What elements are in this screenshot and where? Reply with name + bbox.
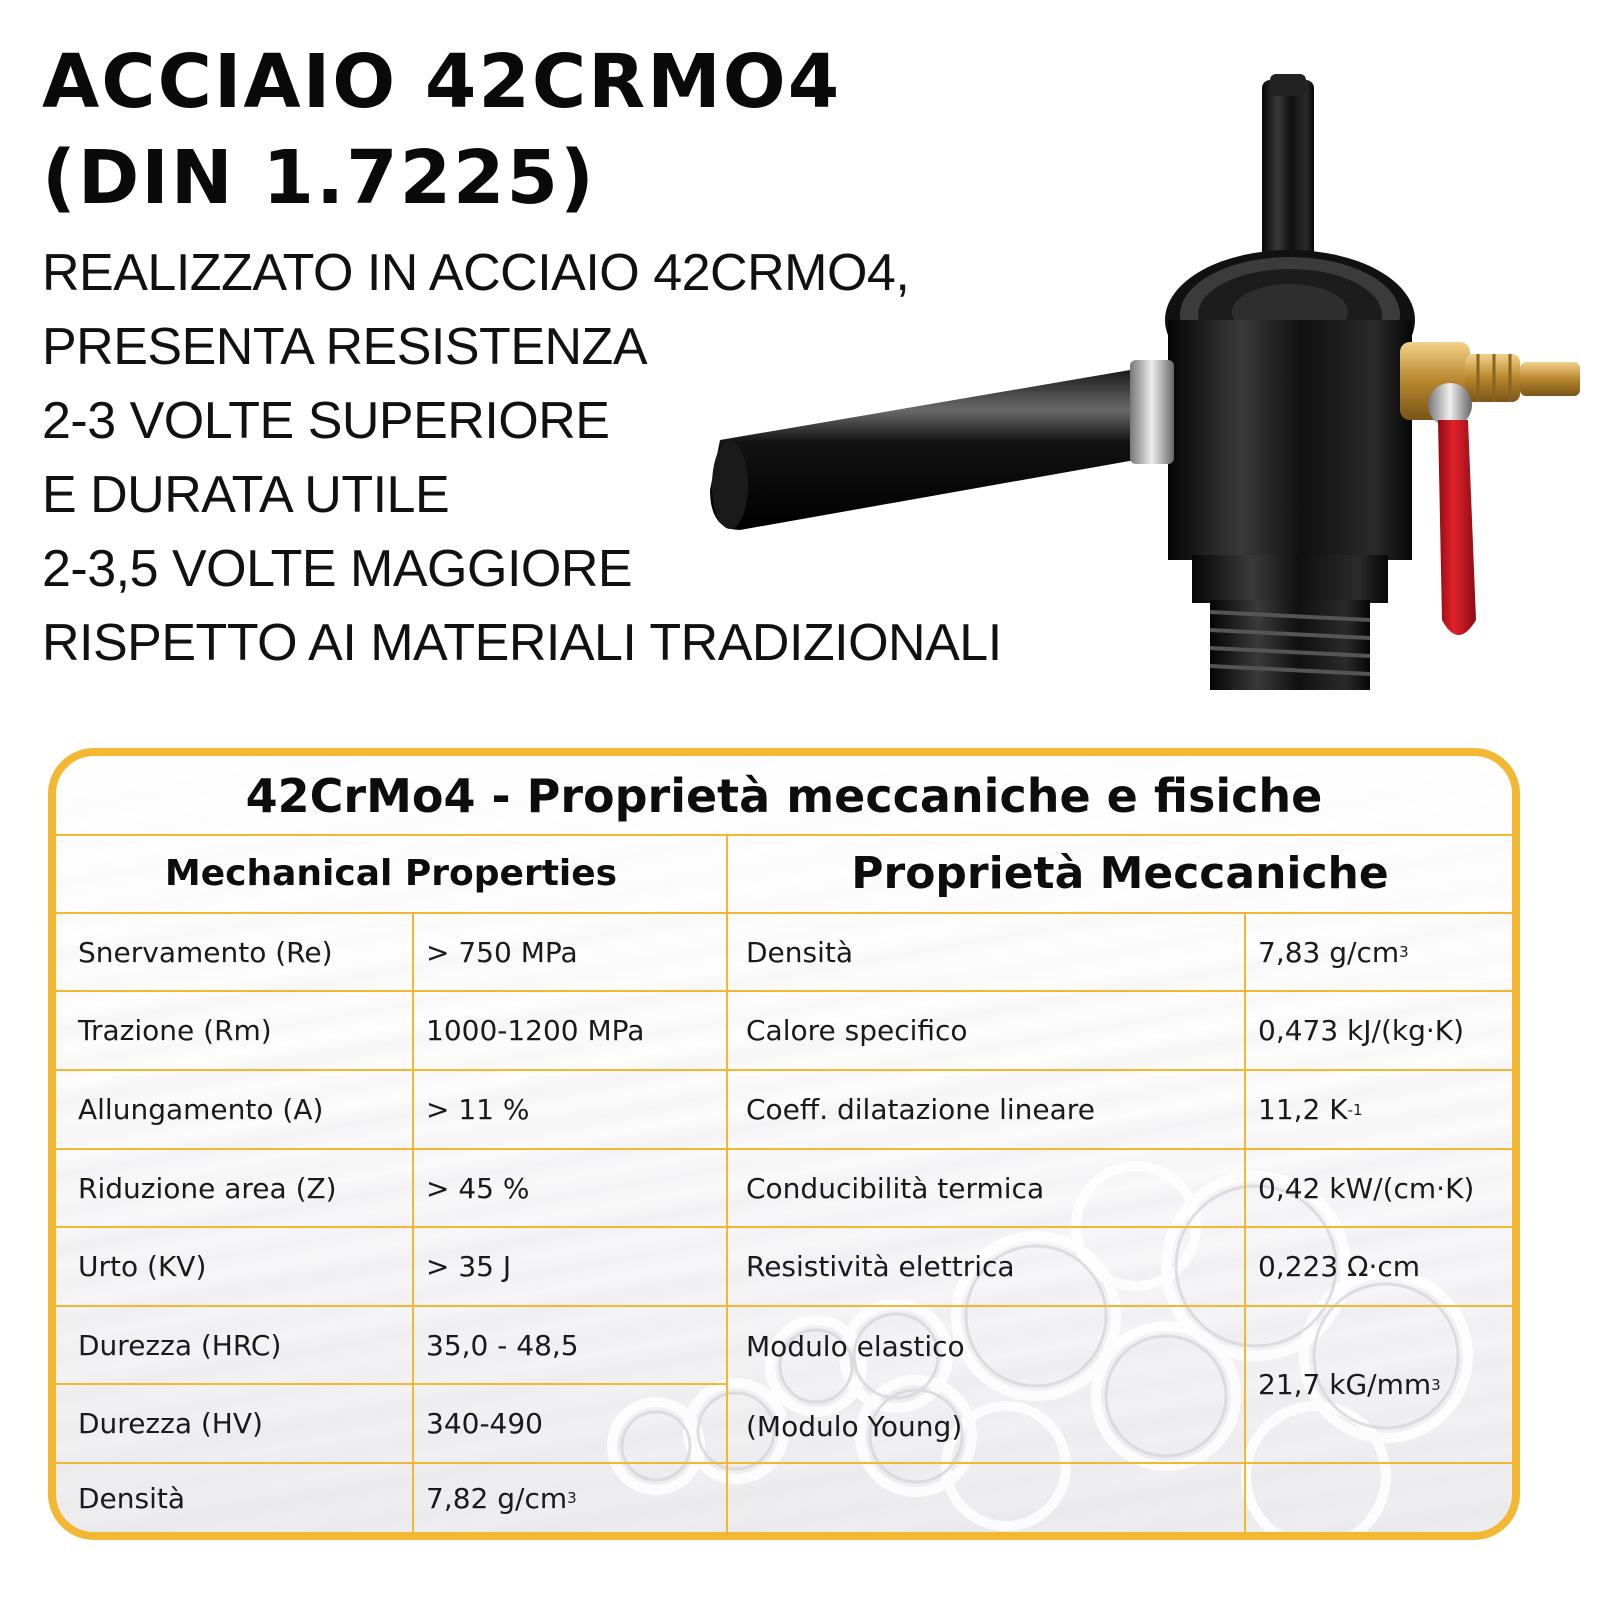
property-label: Snervamento (Re) bbox=[78, 935, 333, 969]
property-value: > 750 MPa bbox=[426, 935, 578, 969]
superscript: -1 bbox=[1347, 1100, 1363, 1119]
property-value: 0,223 Ω·cm bbox=[1258, 1250, 1421, 1283]
table-title: 42CrMo4 - Proprietà meccaniche e fisiche bbox=[56, 756, 1512, 836]
property-value: > 11 % bbox=[426, 1093, 530, 1126]
property-label: Conducibilità termica bbox=[746, 1171, 1045, 1205]
property-value: 0,473 kJ/(kg·K) bbox=[1258, 1014, 1465, 1047]
property-value: 0,42 kW/(cm·K) bbox=[1258, 1171, 1475, 1205]
property-label: Calore specifico bbox=[746, 1014, 968, 1047]
property-label: Resistività elettrica bbox=[746, 1250, 1015, 1283]
heading-line-1: ACCIAIO 42CRMO4 bbox=[42, 39, 842, 125]
description-line: REALIZZATO IN ACCIAIO 42CRMO4, bbox=[42, 244, 910, 302]
property-value: 35,0 - 48,5 bbox=[426, 1328, 579, 1362]
core-drill-adapter-image bbox=[710, 60, 1600, 710]
value-text: 7,82 g/cm bbox=[426, 1481, 568, 1515]
property-label: Trazione (Rm) bbox=[78, 1014, 272, 1047]
property-value bbox=[1246, 1071, 1512, 1148]
property-label: Coeff. dilatazione lineare bbox=[746, 1093, 1095, 1126]
property-value bbox=[414, 1464, 726, 1532]
property-label: Densità bbox=[746, 935, 854, 969]
description-line: 2-3 VOLTE SUPERIORE bbox=[42, 392, 610, 450]
modulus-label-line-1: Modulo elastico bbox=[746, 1330, 965, 1363]
right-section-header: Proprietà Meccaniche bbox=[851, 847, 1389, 899]
property-value: > 45 % bbox=[426, 1171, 530, 1205]
description-line: 2-3,5 VOLTE MAGGIORE bbox=[42, 540, 633, 598]
property-label: Durezza (HV) bbox=[78, 1407, 263, 1440]
description-line: E DURATA UTILE bbox=[42, 466, 450, 524]
property-value bbox=[1246, 914, 1512, 990]
table-grid bbox=[56, 756, 1512, 1532]
property-value: 340-490 bbox=[426, 1407, 543, 1440]
superscript: 3 bbox=[567, 1489, 577, 1507]
value-text: 11,2 K bbox=[1258, 1093, 1348, 1126]
property-label: Allungamento (A) bbox=[78, 1093, 324, 1126]
property-value: 1000-1200 MPa bbox=[426, 1014, 645, 1047]
property-value: > 35 J bbox=[426, 1250, 512, 1283]
properties-table bbox=[48, 748, 1520, 1540]
property-label: Densità bbox=[78, 1481, 186, 1515]
modulus-label bbox=[728, 1307, 1244, 1464]
modulus-value bbox=[1246, 1307, 1512, 1462]
heading-line-2: (DIN 1.7225) bbox=[42, 135, 596, 221]
description-line: PRESENTA RESISTENZA bbox=[42, 318, 648, 376]
property-label: Durezza (HRC) bbox=[78, 1328, 282, 1362]
description-line: RISPETTO AI MATERIALI TRADIZIONALI bbox=[42, 614, 1002, 672]
value-text: 7,83 g/cm bbox=[1258, 935, 1400, 969]
property-label: Riduzione area (Z) bbox=[78, 1171, 337, 1205]
superscript: 3 bbox=[1399, 943, 1409, 961]
left-section-header: Mechanical Properties bbox=[164, 852, 618, 894]
modulus-label-line-2: (Modulo Young) bbox=[746, 1410, 963, 1443]
property-label: Urto (KV) bbox=[78, 1250, 207, 1283]
superscript: 3 bbox=[1431, 1375, 1441, 1394]
value-text: 21,7 kG/mm bbox=[1258, 1368, 1432, 1401]
